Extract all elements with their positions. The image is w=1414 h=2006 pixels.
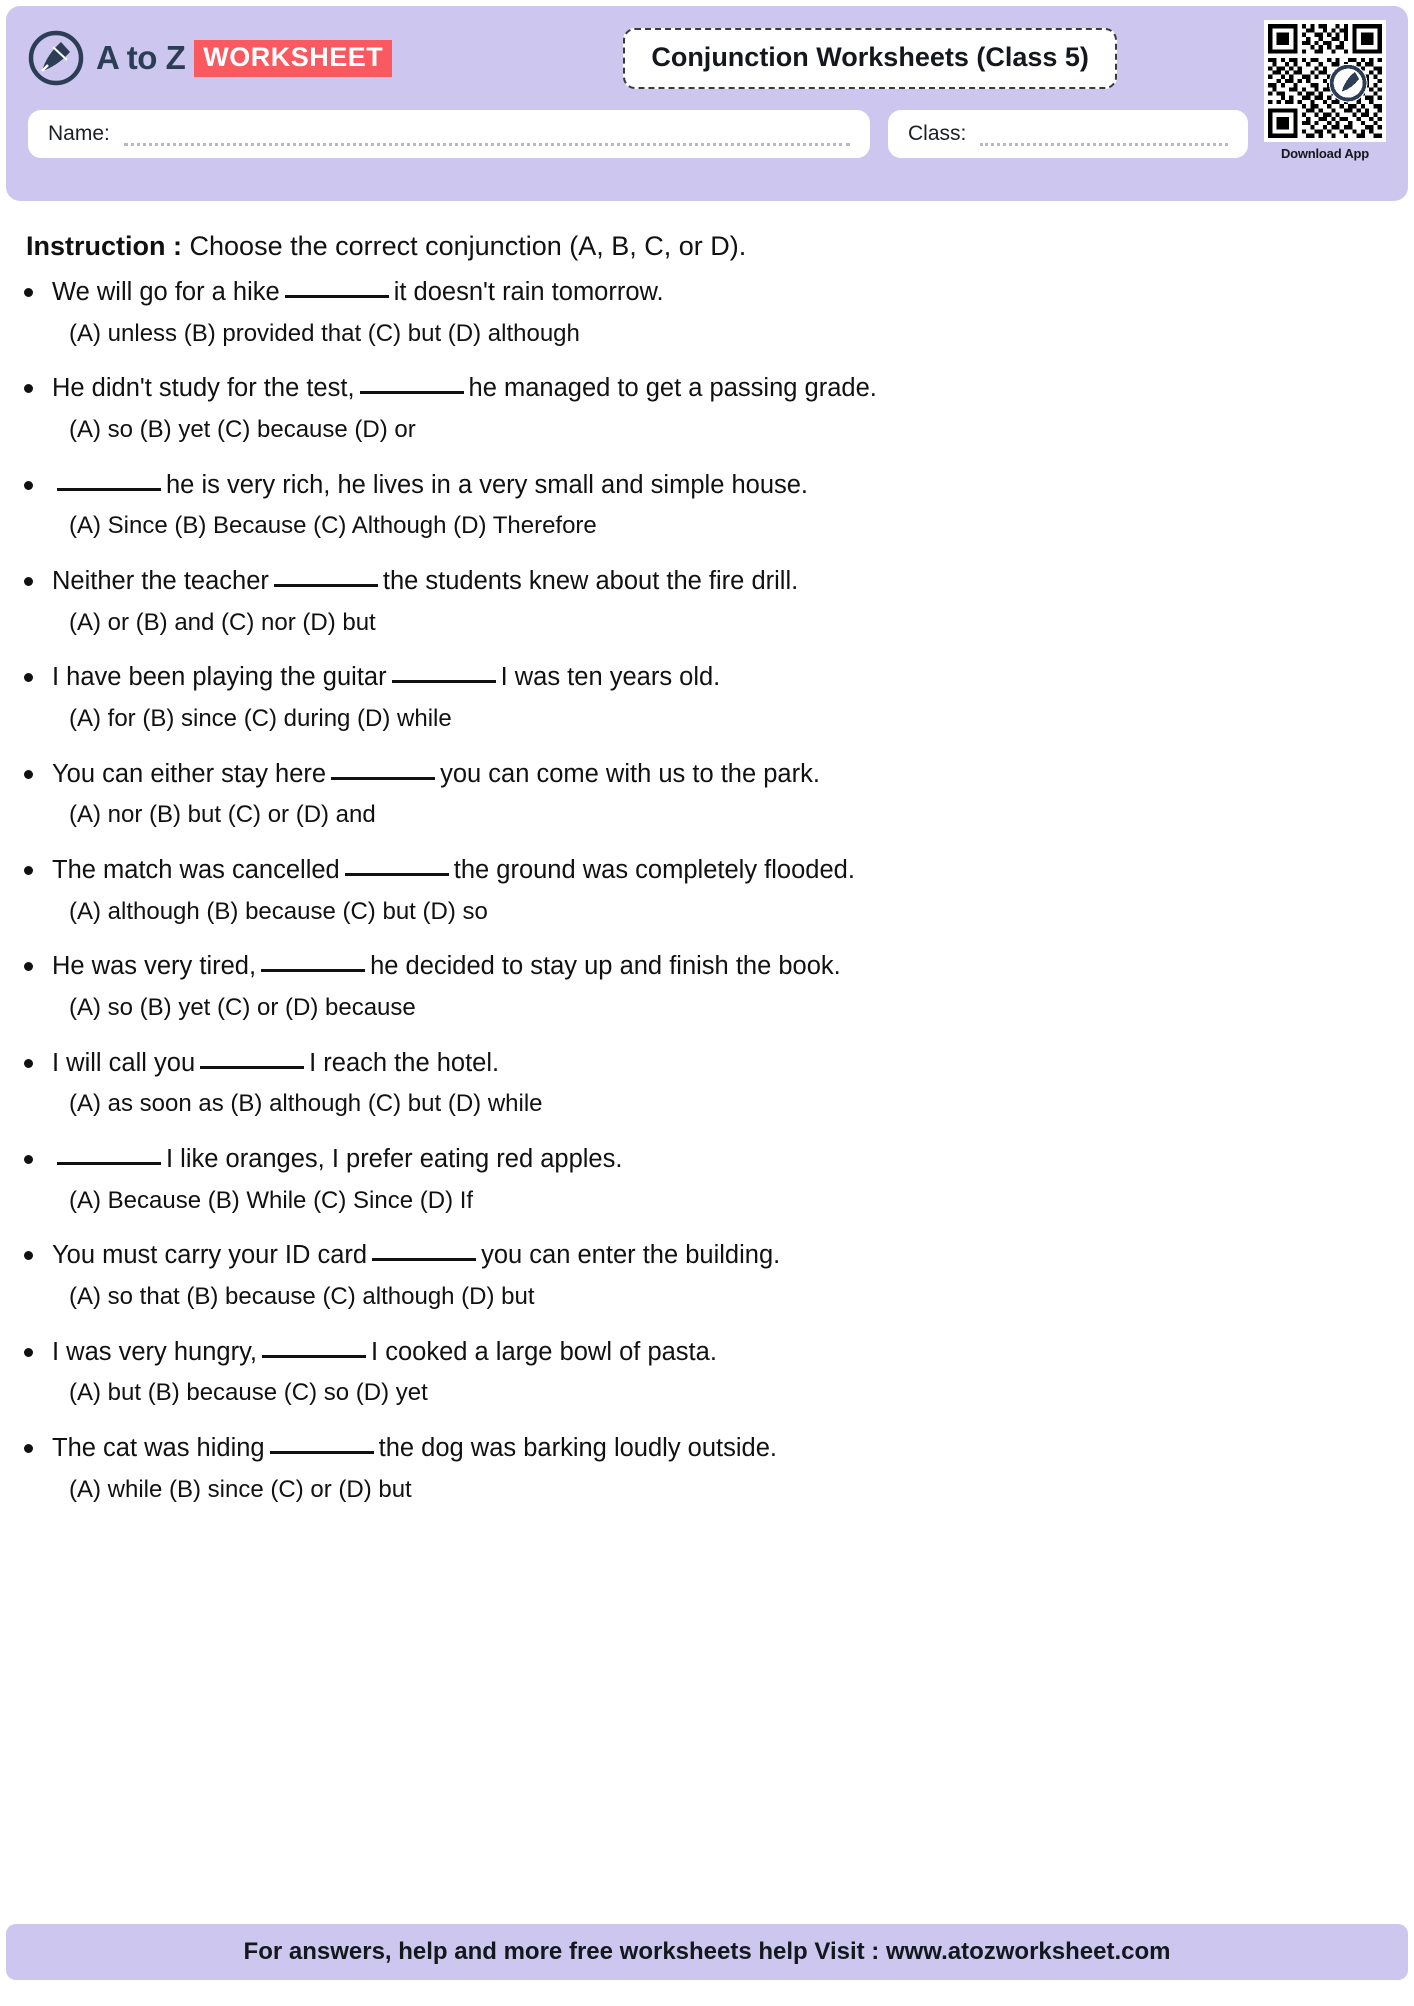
question-options[interactable]: (A) so (B) yet (C) or (D) because (69, 993, 416, 1021)
class-label: Class: (908, 122, 967, 145)
qr-code-icon[interactable] (1264, 20, 1386, 142)
pen-circle-icon (28, 30, 84, 86)
question-stem (52, 372, 1384, 406)
answer-blank[interactable] (270, 1451, 374, 1454)
question-stem (52, 276, 1384, 310)
instruction-line (26, 231, 1414, 262)
question-stem-before: He was very tired, (52, 952, 257, 981)
bullet-icon (24, 288, 33, 297)
answer-blank[interactable] (262, 1355, 366, 1358)
bullet-icon (24, 770, 33, 779)
name-input-line[interactable] (124, 142, 850, 146)
question-item (52, 854, 1384, 927)
instruction-text: Choose the correct conjunction (A, B, C, or D). (189, 231, 747, 261)
question-stem (52, 1143, 1384, 1177)
answer-blank[interactable] (274, 584, 378, 587)
question-stem-before: He didn't study for the test, (52, 374, 355, 403)
bullet-icon (24, 1155, 33, 1164)
name-field[interactable] (28, 110, 870, 158)
worksheet-title: Conjunction Worksheets (Class 5) (623, 28, 1117, 89)
bullet-icon (24, 1251, 33, 1260)
bullet-icon (24, 1444, 33, 1453)
question-item (52, 1047, 1384, 1120)
question-stem-before: We will go for a hike (52, 278, 280, 306)
student-fields-row (28, 110, 1388, 158)
class-input-line[interactable] (980, 142, 1228, 146)
question-stem (52, 1432, 1384, 1466)
answer-blank[interactable] (372, 1258, 476, 1261)
question-item (52, 1143, 1384, 1216)
question-stem-after: you can enter the building. (481, 1241, 781, 1270)
question-stem (52, 661, 1384, 695)
answer-blank[interactable] (200, 1066, 304, 1069)
bullet-icon (24, 1059, 33, 1068)
question-options[interactable]: (A) unless (B) provided that (C) but (D) although (69, 319, 580, 347)
bullet-icon (24, 866, 33, 875)
question-item (52, 1239, 1384, 1312)
question-options[interactable]: (A) so that (B) because (C) although (D) but (69, 1282, 535, 1310)
question-options[interactable]: (A) as soon as (B) although (C) but (D) while (69, 1090, 543, 1118)
question-item (52, 758, 1384, 831)
question-stem-before: I have been playing the guitar (52, 663, 387, 692)
question-options[interactable]: (A) while (B) since (C) or (D) but (69, 1475, 412, 1503)
question-stem-after: the students knew about the fire drill. (382, 566, 799, 595)
question-item (52, 950, 1384, 1023)
question-options[interactable]: (A) although (B) because (C) but (D) so (69, 897, 488, 925)
question-stem (52, 854, 1384, 888)
question-stem-before: I will call you (52, 1048, 196, 1077)
name-label: Name: (48, 122, 110, 145)
qr-caption: Download App (1280, 146, 1370, 161)
question-stem (52, 950, 1384, 984)
question-item (52, 372, 1384, 445)
question-stem-after: I was ten years old. (500, 663, 721, 692)
question-stem-after: you can come with us to the park. (440, 759, 820, 788)
question-item (52, 1336, 1384, 1409)
question-stem-after: he is very rich, he lives in a very small and simple house. (166, 470, 809, 499)
question-stem-before: I was very hungry, (52, 1337, 258, 1366)
question-options[interactable]: (A) nor (B) but (C) or (D) and (69, 801, 376, 829)
question-stem-after: the ground was completely flooded. (453, 855, 855, 884)
bullet-icon (24, 673, 33, 682)
answer-blank[interactable] (392, 680, 496, 683)
question-stem-before: You can either stay here (52, 759, 327, 788)
answer-blank[interactable] (57, 488, 161, 491)
answer-blank[interactable] (57, 1162, 161, 1165)
answer-blank[interactable] (285, 295, 389, 298)
answer-blank[interactable] (360, 391, 464, 394)
question-stem-after: I reach the hotel. (309, 1048, 500, 1077)
header-top-row (28, 22, 1388, 94)
question-stem-after: I like oranges, I prefer eating red apples. (166, 1144, 623, 1173)
question-item (52, 276, 1384, 349)
bullet-icon (24, 481, 33, 490)
question-stem (52, 469, 1384, 503)
question-options[interactable]: (A) so (B) yet (C) because (D) or (69, 415, 416, 443)
question-stem (52, 1336, 1384, 1370)
question-stem-after: I cooked a large bowl of pasta. (371, 1337, 717, 1366)
brand-logo (28, 30, 392, 86)
question-stem (52, 1047, 1384, 1081)
question-stem-after: the dog was barking loudly outside. (378, 1433, 777, 1462)
question-stem (52, 758, 1384, 792)
question-item (52, 565, 1384, 638)
bullet-icon (24, 962, 33, 971)
qr-download-block (1264, 20, 1386, 161)
question-options[interactable]: (A) but (B) because (C) so (D) yet (69, 1379, 428, 1407)
question-options[interactable]: (A) Since (B) Because (C) Although (D) Therefore (69, 512, 597, 540)
question-stem (52, 1239, 1384, 1273)
answer-blank[interactable] (261, 969, 365, 972)
question-stem (52, 565, 1384, 599)
class-field[interactable] (888, 110, 1248, 158)
question-stem-after: it doesn't rain tomorrow. (393, 278, 664, 306)
instruction-label: Instruction : (26, 231, 182, 261)
question-stem-after: he decided to stay up and finish the book. (370, 952, 841, 981)
bullet-icon (24, 1348, 33, 1357)
question-options[interactable]: (A) for (B) since (C) during (D) while (69, 704, 452, 732)
title-area (392, 28, 1388, 89)
question-item (52, 1432, 1384, 1505)
worksheet-footer (6, 1924, 1408, 1980)
question-stem-before: The cat was hiding (52, 1433, 265, 1462)
question-options[interactable]: (A) or (B) and (C) nor (D) but (69, 608, 376, 636)
bullet-icon (24, 577, 33, 586)
question-stem-before: You must carry your ID card (52, 1241, 368, 1270)
brand-badge: WORKSHEET (194, 40, 392, 77)
footer-text: For answers, help and more free worksheets help Visit : www.atozworksheet.com (243, 1938, 1171, 1965)
worksheet-header (6, 6, 1408, 201)
question-stem-before: Neither the teacher (52, 566, 269, 595)
brand-wordmark (96, 39, 392, 77)
question-item (52, 469, 1384, 542)
question-item (52, 661, 1384, 734)
question-options[interactable]: (A) Because (B) While (C) Since (D) If (69, 1186, 474, 1214)
answer-blank[interactable] (345, 873, 449, 876)
answer-blank[interactable] (331, 777, 435, 780)
question-stem-after: he managed to get a passing grade. (468, 374, 877, 403)
bullet-icon (24, 384, 33, 393)
questions-list (0, 276, 1414, 1505)
brand-name: A to Z (96, 39, 186, 76)
question-stem-before: The match was cancelled (52, 855, 340, 884)
